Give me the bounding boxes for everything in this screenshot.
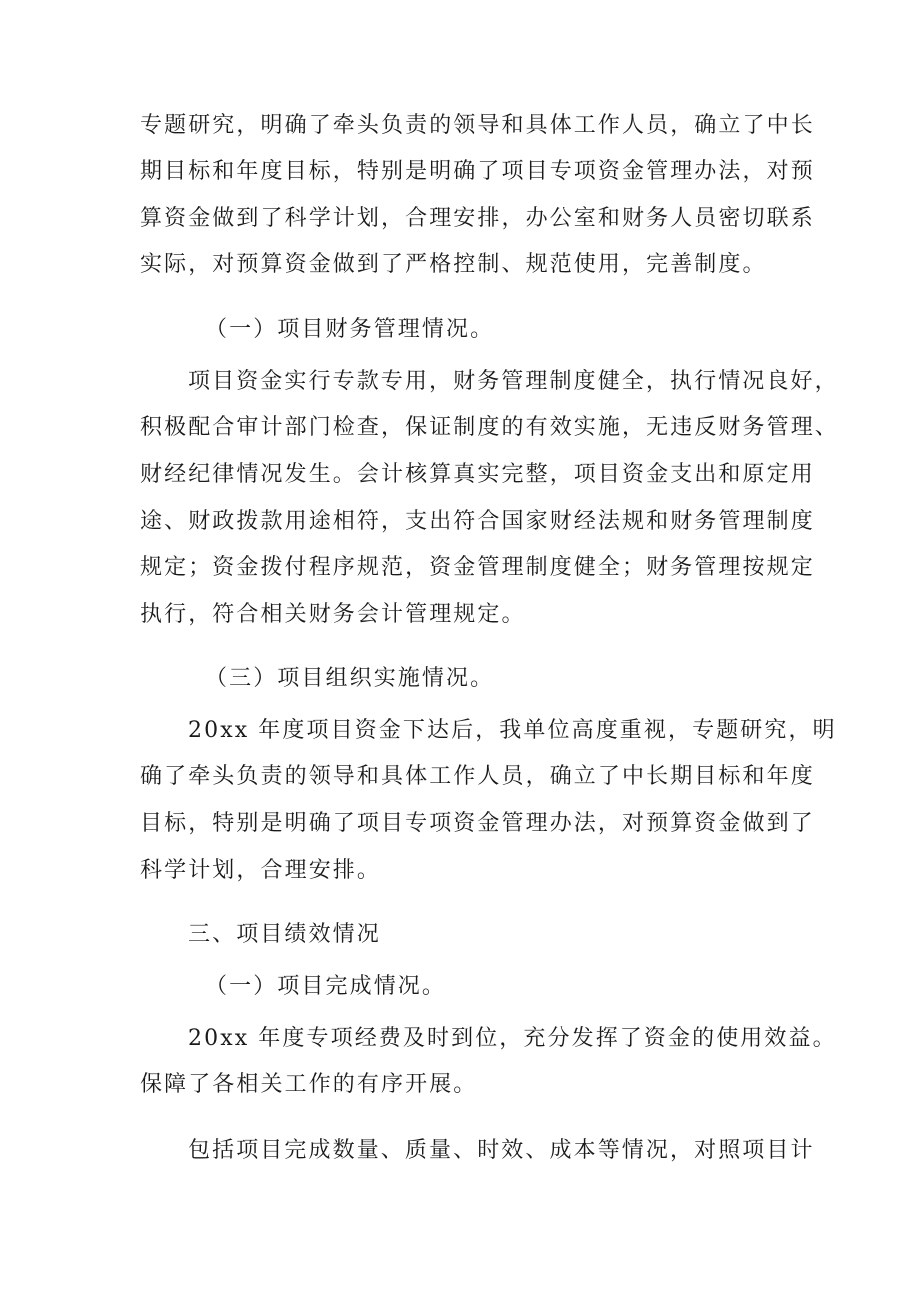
- section-heading: （三）项目组织实施情况。: [205, 666, 495, 691]
- section-heading: （一）项目完成情况。: [205, 974, 447, 999]
- paragraph-line: 确了牵头负责的领导和具体工作人员，确立了中长期目标和年度: [140, 764, 815, 789]
- paragraph-line: 途、财政拨款用途相符，支出符合国家财经法规和财务管理制度: [140, 509, 815, 534]
- paragraph-line: 算资金做到了科学计划，合理安排，办公室和财务人员密切联系: [140, 206, 815, 231]
- paragraph-line: 期目标和年度目标，特别是明确了项目专项资金管理办法，对预: [140, 159, 815, 184]
- paragraph-line: 规定；资金拨付程序规范，资金管理制度健全；财务管理按规定: [140, 555, 815, 580]
- section-heading: 三、项目绩效情况: [188, 922, 381, 947]
- paragraph-line: 20xx 年度项目资金下达后，我单位高度重视，专题研究，明: [188, 718, 837, 743]
- paragraph-line: 项目资金实行专款专用，财务管理制度健全，执行情况良好，: [188, 369, 839, 394]
- paragraph-line: 包括项目完成数量、质量、时效、成本等情况，对照项目计: [188, 1138, 815, 1163]
- paragraph-line: 积极配合审计部门检查，保证制度的有效实施，无违反财务管理、: [140, 415, 839, 440]
- paragraph-line: 目标，特别是明确了项目专项资金管理办法，对预算资金做到了: [140, 811, 815, 836]
- paragraph-line: 保障了各相关工作的有序开展。: [140, 1072, 478, 1097]
- paragraph-line: 20xx 年度专项经费及时到位，充分发挥了资金的使用效益。: [188, 1026, 837, 1051]
- paragraph-line: 财经纪律情况发生。会计核算真实完整，项目资金支出和原定用: [140, 462, 815, 487]
- section-heading: （一）项目财务管理情况。: [205, 317, 495, 342]
- paragraph-line: 科学计划，合理安排。: [140, 858, 382, 883]
- paragraph-line: 实际，对预算资金做到了严格控制、规范使用，完善制度。: [140, 252, 767, 277]
- paragraph-line: 执行，符合相关财务会计管理规定。: [140, 602, 526, 627]
- paragraph-line: 专题研究，明确了牵头负责的领导和具体工作人员，确立了中长: [140, 113, 815, 138]
